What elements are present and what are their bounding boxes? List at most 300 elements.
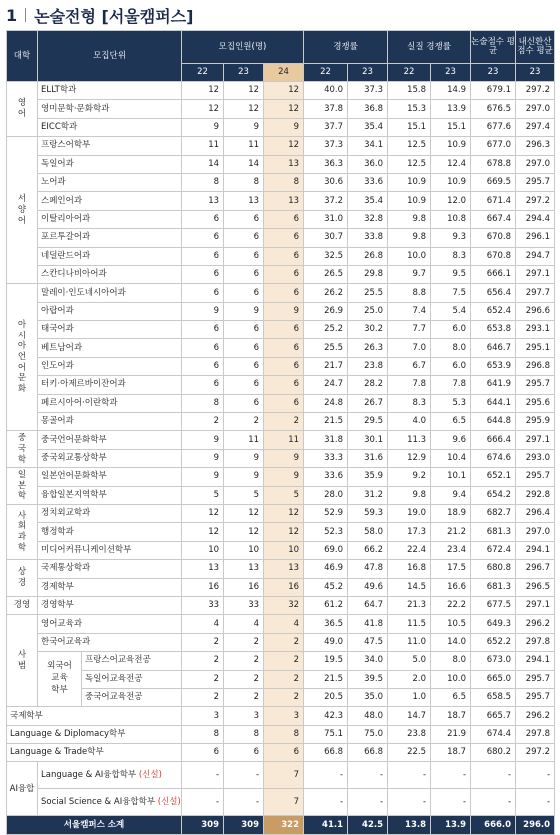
table-cell: - <box>224 789 264 816</box>
table-cell: 654.2 <box>471 486 516 504</box>
unit-name: Language & Trade학부 <box>7 744 182 762</box>
table-cell: 5.4 <box>431 302 471 320</box>
table-cell: 8 <box>182 173 224 191</box>
table-cell: - <box>471 762 516 789</box>
college-char: 사 <box>17 650 27 661</box>
section-title: 논술전형 [서울캠퍼스] <box>34 6 194 26</box>
college-char: 어 <box>17 362 27 373</box>
table-cell: 20.5 <box>304 688 348 706</box>
table-cell: 652.4 <box>471 302 516 320</box>
table-cell: 297.0 <box>516 155 555 173</box>
header-year: 23 <box>431 64 471 82</box>
total-cell: 41.1 <box>304 816 348 835</box>
table-cell: 9 <box>224 302 264 320</box>
table-cell: 37.8 <box>304 100 348 118</box>
table-row <box>7 394 555 412</box>
table-cell: 34.1 <box>348 137 388 155</box>
college-char: 시 <box>17 330 27 341</box>
table-row <box>7 210 555 228</box>
table-cell: 35.9 <box>348 468 388 486</box>
unit-name: 정치외교학과 <box>38 504 182 522</box>
table-cell: 297.1 <box>516 265 555 283</box>
table-cell: 12 <box>182 504 224 522</box>
table-cell: 9 <box>224 468 264 486</box>
total-cell: 666.0 <box>471 816 516 835</box>
table-cell: 19.5 <box>304 652 348 670</box>
table-row <box>7 486 555 504</box>
table-cell: 296.7 <box>516 560 555 578</box>
header-essay: 논술점수 평균 <box>471 31 516 64</box>
table-cell: 6 <box>264 284 304 302</box>
unit-name <box>38 789 182 816</box>
table-cell: 22.4 <box>388 541 431 559</box>
table-cell: 14.5 <box>388 578 431 596</box>
table-cell: 297.4 <box>516 118 555 136</box>
table-row <box>7 265 555 283</box>
table-cell: 2 <box>224 633 264 651</box>
table-cell: 59.3 <box>348 504 388 522</box>
table-cell: 674.4 <box>471 725 516 743</box>
unit-name: 행정학과 <box>38 523 182 541</box>
table-cell: 296.4 <box>516 504 555 522</box>
table-cell: 16 <box>182 578 224 596</box>
table-cell: 7.0 <box>388 339 431 357</box>
table-cell: 653.8 <box>471 321 516 339</box>
table-cell: 680.8 <box>471 560 516 578</box>
unit-name: 태국어과 <box>38 321 182 339</box>
table-cell: 26.7 <box>348 394 388 412</box>
table-cell: 9.2 <box>388 468 431 486</box>
table-cell: 32.8 <box>348 210 388 228</box>
table-cell: 37.2 <box>304 192 348 210</box>
college-name: AI융합 <box>7 762 38 816</box>
college-char: 회 <box>17 521 27 532</box>
college-name <box>7 615 38 707</box>
table-cell: 2 <box>224 413 264 431</box>
table-cell: 15.3 <box>388 100 431 118</box>
table-cell: 6 <box>264 744 304 762</box>
table-cell: 296.2 <box>516 615 555 633</box>
header-year: 23 <box>516 64 555 82</box>
table-cell: 2 <box>182 652 224 670</box>
table-row <box>7 652 555 670</box>
table-cell: 17.5 <box>431 560 471 578</box>
table-cell: 11.0 <box>388 633 431 651</box>
new-badge: (신설) <box>138 769 162 780</box>
table-cell: 680.2 <box>471 744 516 762</box>
table-cell: 75.0 <box>348 725 388 743</box>
header-rate: 경쟁률 <box>304 31 388 64</box>
table-cell: 36.5 <box>304 615 348 633</box>
table-cell: 12.4 <box>431 155 471 173</box>
table-cell: 46.9 <box>304 560 348 578</box>
table-cell: 21.5 <box>304 413 348 431</box>
table-cell: 21.5 <box>304 670 348 688</box>
table-cell: 12 <box>224 523 264 541</box>
unit-name: 독일어교육전공 <box>82 670 182 688</box>
table-cell: - <box>304 789 348 816</box>
table-cell: 679.1 <box>471 82 516 100</box>
table-cell: 35.4 <box>348 192 388 210</box>
table-cell: 12 <box>224 82 264 100</box>
college-char: 문 <box>17 373 27 384</box>
table-cell: 48.0 <box>348 707 388 725</box>
table-cell: 25.5 <box>304 339 348 357</box>
table-cell: 12 <box>264 523 304 541</box>
table-row <box>7 541 555 559</box>
table-cell: 4.0 <box>388 413 431 431</box>
unit-name: 융합일본지역학부 <box>38 486 182 504</box>
table-cell: 652.1 <box>471 468 516 486</box>
table-cell: 6 <box>224 357 264 375</box>
table-cell: 7.7 <box>388 321 431 339</box>
college-char: 영 <box>17 98 27 109</box>
table-cell: 8 <box>224 173 264 191</box>
table-cell: 30.1 <box>348 431 388 449</box>
table-row <box>7 707 555 725</box>
table-cell: 33 <box>224 596 264 614</box>
table-cell: 6 <box>224 394 264 412</box>
table-cell: 21.2 <box>431 523 471 541</box>
college-name <box>7 137 38 284</box>
table-cell: - <box>348 789 388 816</box>
table-cell: 11 <box>224 431 264 449</box>
college-name <box>7 431 38 468</box>
table-cell: 2 <box>182 670 224 688</box>
table-cell: 6 <box>264 247 304 265</box>
section-number: 1 <box>6 5 18 25</box>
table-cell: 8.3 <box>431 247 471 265</box>
table-cell: 31.8 <box>304 431 348 449</box>
table-row <box>7 596 555 614</box>
table-cell: 13 <box>224 192 264 210</box>
subgroup-part: 학부 <box>51 685 68 696</box>
table-cell: 6 <box>264 339 304 357</box>
table-cell: 41.8 <box>348 615 388 633</box>
unit-name: ELLT학과 <box>38 82 182 100</box>
table-cell: 6 <box>182 247 224 265</box>
table-cell: 16.8 <box>388 560 431 578</box>
college-char: 사 <box>17 510 27 521</box>
admission-table <box>6 30 555 835</box>
total-cell: 309 <box>182 816 224 835</box>
unit-name: EICC학과 <box>38 118 182 136</box>
table-cell: 12 <box>264 82 304 100</box>
table-cell: 9.8 <box>388 486 431 504</box>
header-unit: 모집단위 <box>38 31 182 82</box>
table-cell: - <box>471 789 516 816</box>
unit-name: 국제통상학과 <box>38 560 182 578</box>
table-cell: 6 <box>264 265 304 283</box>
table-cell: 294.1 <box>516 652 555 670</box>
table-cell: 40.0 <box>304 82 348 100</box>
header-college: 대학 <box>7 31 38 82</box>
table-cell: 23.4 <box>431 541 471 559</box>
table-cell: 14 <box>182 155 224 173</box>
table-cell: 295.7 <box>516 173 555 191</box>
table-cell: 30.6 <box>304 173 348 191</box>
table-cell: 672.4 <box>471 541 516 559</box>
college-name <box>7 504 38 559</box>
table-cell: 6.5 <box>431 413 471 431</box>
table-cell: 10.9 <box>431 137 471 155</box>
table-cell: 10.0 <box>431 670 471 688</box>
unit-name: 프랑스어학부 <box>38 137 182 155</box>
table-cell: 33.8 <box>348 229 388 247</box>
table-cell: 296.6 <box>516 302 555 320</box>
unit-name: 베트남어과 <box>38 339 182 357</box>
table-cell: 296.3 <box>516 137 555 155</box>
table-cell: 49.6 <box>348 578 388 596</box>
table-cell: 295.9 <box>516 413 555 431</box>
college-char: 일 <box>17 470 27 481</box>
table-cell: 13 <box>264 192 304 210</box>
table-cell: - <box>348 762 388 789</box>
table-row <box>7 633 555 651</box>
table-cell: 9.8 <box>388 210 431 228</box>
table-cell: - <box>182 789 224 816</box>
table-cell: 12.5 <box>388 155 431 173</box>
table-cell: 8 <box>224 725 264 743</box>
table-cell: 644.1 <box>471 394 516 412</box>
unit-name: 포르투갈어과 <box>38 229 182 247</box>
unit-name: 인도어과 <box>38 357 182 375</box>
table-cell: 656.4 <box>471 284 516 302</box>
table-cell: 21.9 <box>431 725 471 743</box>
table-cell: 17.3 <box>388 523 431 541</box>
table-cell: 8.0 <box>431 339 471 357</box>
table-cell: 3 <box>264 707 304 725</box>
college-name <box>7 560 38 597</box>
total-cell: 296.0 <box>516 816 555 835</box>
table-row <box>7 578 555 596</box>
table-cell: 10.5 <box>431 615 471 633</box>
table-cell: 28.0 <box>304 486 348 504</box>
table-cell: 9.4 <box>431 486 471 504</box>
unit-name: 영어교육과 <box>38 615 182 633</box>
college-name <box>7 468 38 505</box>
header-gpa: 내신환산 점수 평균 <box>516 31 555 64</box>
unit-name: 중국언어문화학부 <box>38 431 182 449</box>
table-cell: 658.5 <box>471 688 516 706</box>
table-row <box>7 321 555 339</box>
table-cell: 296.1 <box>516 229 555 247</box>
table-cell: 15.8 <box>388 82 431 100</box>
unit-name: 경제학부 <box>38 578 182 596</box>
table-cell: - <box>388 762 431 789</box>
unit-name: 국제학부 <box>7 707 182 725</box>
table-cell: 6.0 <box>431 357 471 375</box>
table-cell: 33.3 <box>304 449 348 467</box>
table-row <box>7 118 555 136</box>
college-name <box>7 82 38 137</box>
table-cell: 25.2 <box>304 321 348 339</box>
table-cell: 6 <box>264 357 304 375</box>
table-cell: 670.8 <box>471 247 516 265</box>
table-cell: 49.0 <box>304 633 348 651</box>
table-cell: 9.7 <box>388 265 431 283</box>
table-row <box>7 82 555 100</box>
college-char: 아 <box>17 341 27 352</box>
table-cell: 6.0 <box>431 321 471 339</box>
table-cell: 297.1 <box>516 431 555 449</box>
table-cell: 3 <box>224 707 264 725</box>
table-cell: 293.0 <box>516 449 555 467</box>
table-cell: 58.0 <box>348 523 388 541</box>
table-cell: 14 <box>224 155 264 173</box>
unit-name: 중국외교통상학부 <box>38 449 182 467</box>
total-cell: 13.8 <box>388 816 431 835</box>
unit-name: 터키·아제르바이잔어과 <box>38 376 182 394</box>
table-cell: 2 <box>224 670 264 688</box>
table-cell: 45.2 <box>304 578 348 596</box>
table-cell: 9 <box>264 449 304 467</box>
table-cell: 667.4 <box>471 210 516 228</box>
table-cell: 6 <box>224 265 264 283</box>
table-cell: 1.0 <box>388 688 431 706</box>
college-name: 경영 <box>7 596 38 614</box>
table-cell: 9 <box>182 468 224 486</box>
table-cell: 6 <box>182 265 224 283</box>
title-divider <box>25 8 26 22</box>
table-cell: 16 <box>264 578 304 596</box>
total-cell: 13.9 <box>431 816 471 835</box>
unit-name: 일본언어문화학부 <box>38 468 182 486</box>
table-cell: 21.7 <box>304 357 348 375</box>
table-cell: 13 <box>182 560 224 578</box>
table-cell: 681.3 <box>471 578 516 596</box>
table-cell: 2 <box>182 413 224 431</box>
table-row <box>7 670 555 688</box>
table-cell: 8.3 <box>388 394 431 412</box>
table-cell: 6 <box>264 394 304 412</box>
table-cell: 47.8 <box>348 560 388 578</box>
table-cell: 12 <box>224 504 264 522</box>
table-cell: 11 <box>224 137 264 155</box>
header-quota: 모집인원(명) <box>182 31 304 64</box>
table-cell: 12 <box>264 504 304 522</box>
table-cell: 29.8 <box>348 265 388 283</box>
table-cell: 26.8 <box>348 247 388 265</box>
table-cell: 25.0 <box>348 302 388 320</box>
table-cell: 9 <box>264 302 304 320</box>
table-cell: 29.5 <box>348 413 388 431</box>
table-cell: 295.7 <box>516 468 555 486</box>
table-cell: 2 <box>224 652 264 670</box>
table-cell: 24.7 <box>304 376 348 394</box>
table-cell: 9.3 <box>431 229 471 247</box>
table-cell: - <box>388 789 431 816</box>
table-row <box>7 413 555 431</box>
table-cell: 5 <box>264 486 304 504</box>
table-cell: 673.0 <box>471 652 516 670</box>
table-cell: 30.7 <box>304 229 348 247</box>
table-cell: 12 <box>264 137 304 155</box>
table-cell: 677.5 <box>471 596 516 614</box>
table-cell: 26.9 <box>304 302 348 320</box>
table-cell: 12 <box>264 100 304 118</box>
table-cell: 37.3 <box>304 137 348 155</box>
unit-name: 몽골어과 <box>38 413 182 431</box>
table-cell: 9 <box>182 431 224 449</box>
table-cell: 4 <box>224 615 264 633</box>
table-cell: 296.8 <box>516 357 555 375</box>
table-cell: 6.5 <box>431 688 471 706</box>
table-cell: 641.9 <box>471 376 516 394</box>
table-cell: 295.7 <box>516 376 555 394</box>
table-row <box>7 229 555 247</box>
table-cell: 669.5 <box>471 173 516 191</box>
table-cell: 6 <box>182 229 224 247</box>
table-row <box>7 339 555 357</box>
table-cell: 35.0 <box>348 688 388 706</box>
table-body <box>7 82 555 835</box>
college-char: 학 <box>17 542 27 553</box>
table-cell: 64.7 <box>348 596 388 614</box>
total-cell: 309 <box>224 816 264 835</box>
table-cell: 14.0 <box>431 633 471 651</box>
table-cell: 682.7 <box>471 504 516 522</box>
total-label: 서울캠퍼스 소계 <box>7 816 182 835</box>
table-cell: 37.3 <box>348 82 388 100</box>
table-cell: 39.5 <box>348 670 388 688</box>
table-cell: 4 <box>182 615 224 633</box>
table-cell: 28.2 <box>348 376 388 394</box>
table-cell: 678.8 <box>471 155 516 173</box>
unit-label: Social Science & AI융합학부 <box>41 796 158 807</box>
table-cell: 6 <box>182 210 224 228</box>
header-year-current: 24 <box>264 64 304 82</box>
college-char: 어 <box>17 109 27 120</box>
table-cell: 294.7 <box>516 247 555 265</box>
table-cell: 6 <box>224 284 264 302</box>
unit-label: Language & AI융합학부 <box>41 769 139 780</box>
table-cell: 7.5 <box>431 284 471 302</box>
table-cell: 13.9 <box>431 100 471 118</box>
table-cell: 297.8 <box>516 633 555 651</box>
table-cell: 14.9 <box>431 82 471 100</box>
table-row <box>7 431 555 449</box>
table-row <box>7 137 555 155</box>
table-cell: 37.7 <box>304 118 348 136</box>
table-cell: 6 <box>264 210 304 228</box>
table-cell: 9 <box>264 118 304 136</box>
unit-name: 프랑스어교육전공 <box>82 652 182 670</box>
table-row <box>7 615 555 633</box>
page-title <box>0 0 560 30</box>
table-cell: 9.5 <box>431 265 471 283</box>
table-row <box>7 247 555 265</box>
table-cell: 9.8 <box>388 229 431 247</box>
table-cell: 75.1 <box>304 725 348 743</box>
table-cell: 9 <box>264 468 304 486</box>
table-row <box>7 173 555 191</box>
header-year: 23 <box>471 64 516 82</box>
table-cell: 10.4 <box>431 449 471 467</box>
table-cell: 10.9 <box>388 173 431 191</box>
unit-name: 말레이·인도네시아어과 <box>38 284 182 302</box>
table-cell: 297.1 <box>516 596 555 614</box>
table-cell: - <box>224 762 264 789</box>
table-cell: 66.8 <box>304 744 348 762</box>
table-row <box>7 357 555 375</box>
table-cell: 12.0 <box>431 192 471 210</box>
table-cell: 12 <box>182 82 224 100</box>
table-cell: 12 <box>182 100 224 118</box>
table-cell: 52.3 <box>304 523 348 541</box>
table-cell: 666.4 <box>471 431 516 449</box>
header-year: 23 <box>348 64 388 82</box>
